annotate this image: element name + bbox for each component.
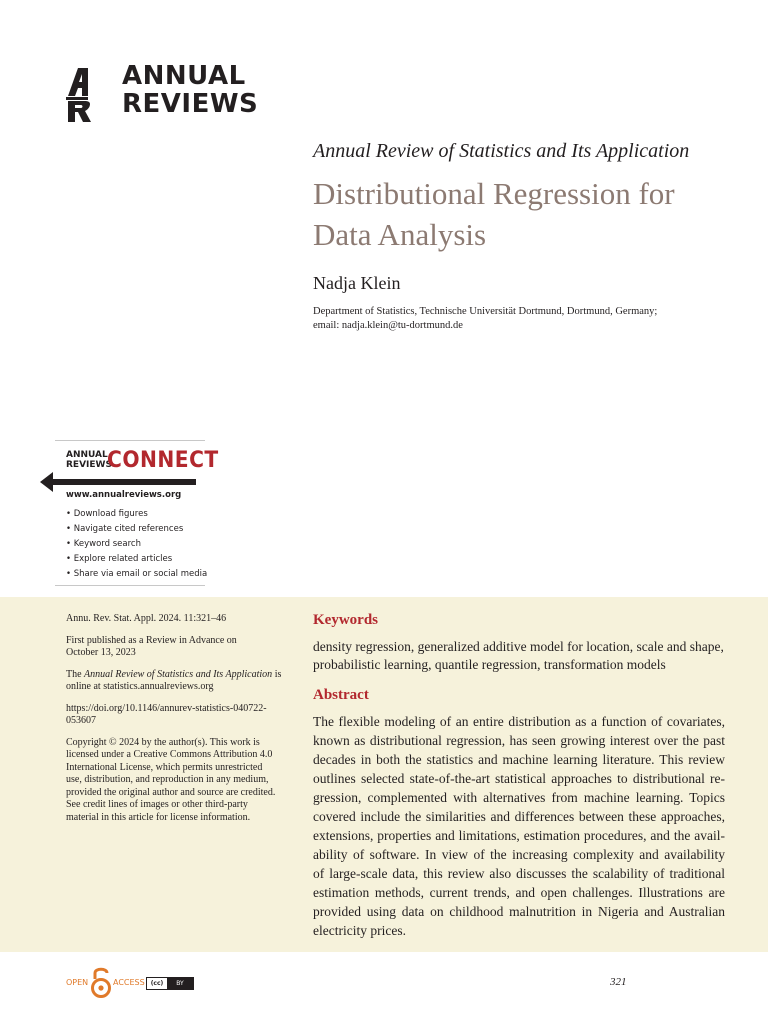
abstract-line: of large-scale data, this review also discusses the scalability of traditional xyxy=(313,866,725,881)
abstract-body xyxy=(313,712,725,940)
abstract-line: extensions, properties and limitations, estimation procedures, and the avail- xyxy=(313,828,725,843)
abstract-line: known as distributional regression, has seen growing interest over the past xyxy=(313,733,725,748)
abstract-line: outlines selected state-of-the-art statistical approaches to distributional re- xyxy=(313,771,725,786)
annual-reviews-logo xyxy=(66,61,266,122)
keywords-line: density regression, generalized additive model for location, scale and shape, xyxy=(313,639,724,654)
connect-bottom-rule xyxy=(55,585,205,586)
author-name: Nadja Klein xyxy=(313,273,401,293)
copyright-line: provided the original author and source are credited. xyxy=(66,786,276,798)
abstract-line: The flexible modeling of an entire distribution as a function of covariates, xyxy=(313,714,725,729)
journal-name: Annual Review of Statistics and Its Application xyxy=(313,140,690,162)
connect-item-share: • Share via email or social media xyxy=(66,567,207,582)
affiliation-email[interactable]: email: nadja.klein@tu-dortmund.de xyxy=(313,320,463,331)
online-post: is xyxy=(272,668,282,680)
online-pre: The xyxy=(66,668,85,680)
copyright-line: use, distribution, and reproduction in any medium, xyxy=(66,774,269,785)
abstract-line: provided using data on childhood malnutrition in Nigeria and Australian xyxy=(313,904,725,919)
open-access-badge[interactable] xyxy=(66,966,206,998)
copyright-line: Copyright © 2024 by the author(s). This work is xyxy=(66,736,260,748)
open-label: OPEN xyxy=(66,978,89,987)
copyright-line: material in this article for license information. xyxy=(66,811,251,823)
connect-item-keyword-search: • Keyword search xyxy=(66,537,207,552)
title-line: Distributional Regression for xyxy=(313,176,675,211)
abstract-line: decades in both the statistics and machine learning literature. This review xyxy=(313,752,725,767)
first-published xyxy=(66,635,294,660)
open-lock-icon xyxy=(90,966,112,998)
copyright-notice xyxy=(66,737,294,825)
by-label: BY xyxy=(167,978,193,989)
article-info-sidebar xyxy=(66,613,294,833)
abstract-line: electricity prices. xyxy=(313,923,406,938)
author-affiliation xyxy=(313,305,713,333)
connect-url-link[interactable]: www.annualreviews.org xyxy=(66,490,182,500)
annual-reviews-ar-logo-icon xyxy=(66,66,118,122)
doi-line[interactable]: https://doi.org/10.1146/annurev-statistics-040722- xyxy=(66,702,267,714)
annual-reviews-connect-box xyxy=(55,440,219,586)
connect-item-download-figures: • Download figures xyxy=(66,507,207,522)
copyright-line: See credit lines of images or other third-party xyxy=(66,799,248,810)
connect-ar-label xyxy=(66,450,112,470)
copyright-line: licensed under a Creative Commons Attribution 4.0 xyxy=(66,749,273,760)
connect-item-cited-references: • Navigate cited references xyxy=(66,522,207,537)
citation: Annu. Rev. Stat. Appl. 2024. 11:321–46 xyxy=(66,613,227,624)
title-line: Data Analysis xyxy=(313,217,487,252)
doi-line[interactable]: 053607 xyxy=(66,715,96,726)
abstract-heading: Abstract xyxy=(313,687,369,703)
article-title xyxy=(313,173,743,255)
logo-line-reviews: REVIEWS xyxy=(122,89,259,119)
abstract-line: estimation methods, current trends, and open challenges. Illustrations are xyxy=(313,885,725,900)
connect-wordmark: CONNECT xyxy=(107,448,219,473)
abstract-line: gression, complemented with alternatives from machine learning. Topics xyxy=(313,790,725,805)
cc-label: (cc) xyxy=(147,978,167,989)
keywords-heading: Keywords xyxy=(313,612,378,628)
connect-top-rule xyxy=(55,440,205,441)
doi[interactable] xyxy=(66,703,294,728)
connect-ar-line: ANNUAL xyxy=(66,450,108,460)
abstract-line: covered include the similarities and differences between these approaches, xyxy=(313,809,725,824)
first-published-line: First published as a Review in Advance on xyxy=(66,634,237,646)
online-journal: Annual Review of Statistics and Its Application xyxy=(84,668,273,680)
abstract-line: ability of software. In view of the increasing complexity and availability xyxy=(313,847,725,862)
logo-line-annual: ANNUAL xyxy=(122,61,246,91)
connect-item-related-articles: • Explore related articles xyxy=(66,552,207,567)
connect-feature-list xyxy=(66,507,207,582)
affiliation-line: Department of Statistics, Technische Universität Dortmund, Dortmund, Germany; xyxy=(313,306,658,317)
online-availability xyxy=(66,669,294,694)
cc-by-license-icon[interactable] xyxy=(146,977,194,990)
keywords-line: probabilistic learning, quantile regression, transformation models xyxy=(313,657,666,672)
access-label: ACCESS xyxy=(113,978,145,987)
connect-ar-line: REVIEWS xyxy=(66,460,112,470)
online-url[interactable]: online at statistics.annualreviews.org xyxy=(66,681,214,692)
page-number: 321 xyxy=(610,976,627,988)
first-published-date: October 13, 2023 xyxy=(66,647,136,658)
keywords-list xyxy=(313,638,725,674)
copyright-line: International License, which permits unrestricted xyxy=(66,761,263,773)
